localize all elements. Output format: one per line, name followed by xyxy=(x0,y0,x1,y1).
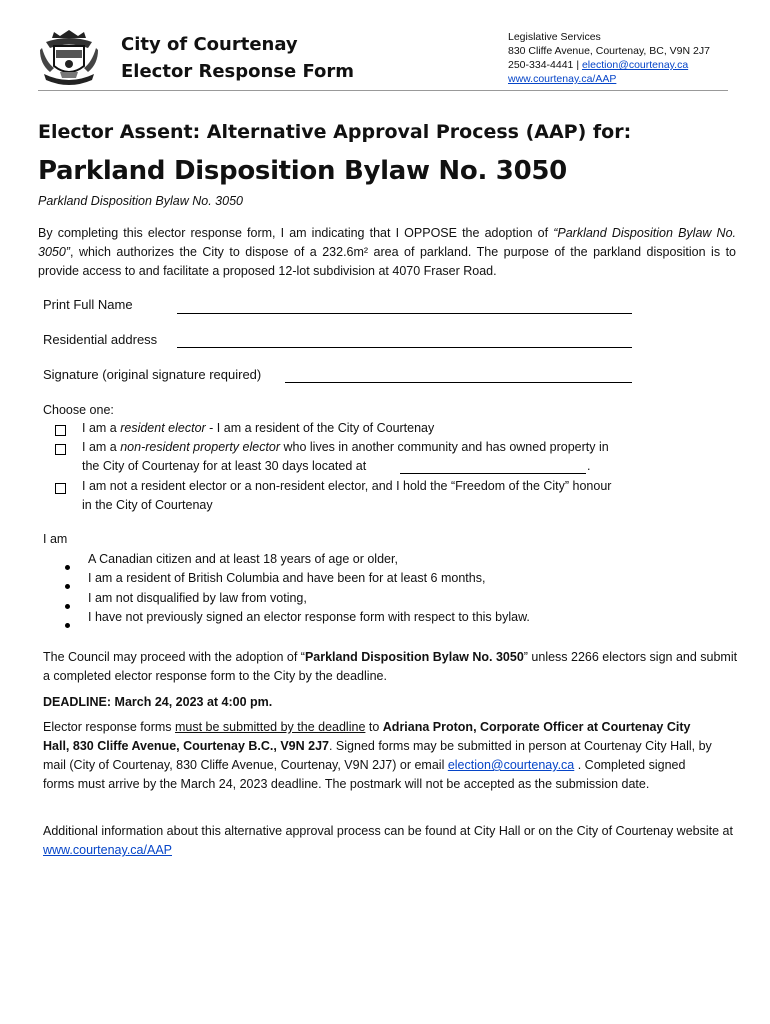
address-field[interactable] xyxy=(177,346,632,348)
bylaw-subtitle: Parkland Disposition Bylaw No. 3050 xyxy=(38,194,243,208)
signature-field[interactable] xyxy=(285,381,632,383)
option-nonresident-post: who lives in another community and has owned property in xyxy=(280,440,609,454)
submission-pre: Elector response forms xyxy=(43,720,175,734)
contact-website-link[interactable]: www.courtenay.ca/AAP xyxy=(508,73,617,85)
option-nonresident-location-label: the City of Courtenay for at least 30 days located at xyxy=(82,459,367,473)
bullet-icon xyxy=(65,557,70,575)
eligibility-item-1: A Canadian citizen and at least 18 years of age or older, xyxy=(88,552,398,566)
council-post: ” unless 2266 electors sign and submit a completed elector response form to the City by the deadline. xyxy=(43,650,738,683)
option-resident-checkbox[interactable] xyxy=(55,423,66,441)
header-divider xyxy=(38,90,728,91)
option-nonresident-italic: non-resident property elector xyxy=(120,440,281,454)
submission-to: to xyxy=(365,720,383,734)
contact-dept: Legislative Services xyxy=(508,31,601,43)
contact-phone-email xyxy=(508,58,748,72)
option-freedom-line2: in the City of Courtenay xyxy=(82,498,213,512)
option-resident-pre: I am a xyxy=(82,421,121,435)
option-resident-text xyxy=(82,419,434,438)
option-nonresident-period: . xyxy=(587,459,591,473)
submission-email-link[interactable]: election@courtenay.ca xyxy=(447,758,575,772)
intro-bylaw-name: “Parkland Disposition Bylaw No. 3050” xyxy=(38,226,736,259)
option-freedom-line1: I am not a resident elector or a non-resident elector, and I hold the “Freedom of the City” honour xyxy=(82,479,612,493)
bylaw-title: Parkland Disposition Bylaw No. 3050 xyxy=(38,156,567,186)
submission-paragraph xyxy=(43,718,718,794)
header-contact xyxy=(508,30,748,86)
eligibility-item-3: I am not disqualified by law from voting, xyxy=(88,591,307,605)
option-resident-italic: resident elector xyxy=(120,421,206,435)
signature-label: Signature (original signature required) xyxy=(43,367,262,382)
additional-website-link[interactable]: www.courtenay.ca/AAP xyxy=(43,843,172,857)
page-heading: Elector Assent: Alternative Approval Process (AAP) for: xyxy=(38,121,632,143)
choose-one-label: Choose one: xyxy=(43,403,114,417)
full-name-field[interactable] xyxy=(177,312,632,314)
option-nonresident-line2 xyxy=(82,457,366,476)
intro-part2: , which authorizes the City to dispose of a 232.6m² area of parkland. The purpose of the parkland disposition is to provide access to and facilitate a proposed 12-lot subdivision at 4070 Fraser Road. xyxy=(38,245,736,278)
header-title-line2: Elector Response Form xyxy=(121,61,355,82)
city-crest-logo xyxy=(38,28,100,86)
option-freedom-checkbox[interactable] xyxy=(55,481,66,499)
option-nonresident-text xyxy=(82,438,609,457)
contact-separator: | xyxy=(576,59,580,71)
full-name-label: Print Full Name xyxy=(43,297,133,312)
additional-text: Additional information about this alternative approval process can be found at City Hall or on the City of Courtenay website at xyxy=(43,824,733,838)
deadline: DEADLINE: March 24, 2023 at 4:00 pm. xyxy=(43,695,273,709)
submission-post2: . Completed signed forms must arrive by the March 24, 2023 deadline. The postmark will not be accepted as the submission date. xyxy=(43,758,686,791)
bullet-icon xyxy=(65,576,70,594)
council-pre: The Council may proceed with the adoption of “ xyxy=(43,650,305,664)
address-label: Residential address xyxy=(43,332,158,347)
option-nonresident-checkbox[interactable] xyxy=(55,442,66,460)
submission-underlined: must be submitted by the deadline xyxy=(175,720,366,734)
header-title-line1: City of Courtenay xyxy=(121,34,298,55)
council-paragraph xyxy=(43,648,738,686)
additional-paragraph xyxy=(43,822,741,860)
contact-phone: 250-334-4441 xyxy=(508,59,574,71)
contact-email-link[interactable]: election@courtenay.ca xyxy=(581,59,689,71)
option-nonresident-pre: I am a xyxy=(82,440,121,454)
council-bylaw: Parkland Disposition Bylaw No. 3050 xyxy=(304,650,524,664)
option-resident-post: - I am a resident of the City of Courtenay xyxy=(205,421,435,435)
eligibility-item-2: I am a resident of British Columbia and have been for at least 6 months, xyxy=(88,571,486,585)
eligibility-item-4: I have not previously signed an elector response form with respect to this bylaw. xyxy=(88,610,530,624)
intro-part1: By completing this elector response form, I am indicating that I OPPOSE the adoption of xyxy=(38,226,554,240)
bullet-icon xyxy=(65,596,70,614)
submission-post: . Signed forms may be submitted in person at Courtenay City Hall, by mail (City of Courtenay, 830 Cliffe Avenue, Courtenay, V9N 2J7) or email xyxy=(43,739,712,772)
property-location-field[interactable] xyxy=(400,472,586,474)
intro-paragraph xyxy=(38,224,736,281)
contact-address: 830 Cliffe Avenue, Courtenay, BC, V9N 2J7 xyxy=(508,45,710,57)
bullet-icon xyxy=(65,615,70,633)
i-am-label: I am xyxy=(43,532,68,546)
submission-recipient: Adriana Proton, Corporate Officer at Courtenay City Hall, 830 Cliffe Avenue, Courtenay B.C., V9N 2J7 xyxy=(43,720,691,753)
